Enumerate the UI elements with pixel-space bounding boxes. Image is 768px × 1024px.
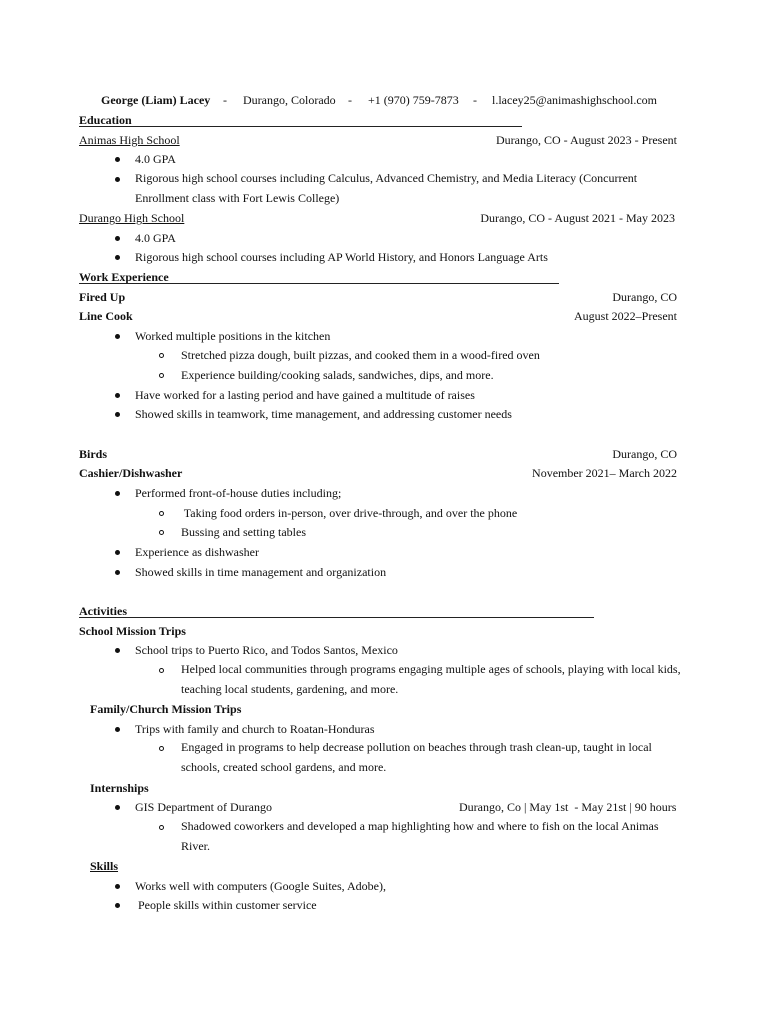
employer-name: Birds bbox=[79, 447, 108, 461]
list-item: Engaged in programs to help decrease pollution on beaches through trash clean-up, taught in local schools, created school gardens, and more. bbox=[181, 740, 652, 774]
list-item: Showed skills in teamwork, time management, and addressing customer needs bbox=[135, 407, 512, 421]
job-role: Cashier/Dishwasher bbox=[79, 466, 183, 480]
list-item: Experience building/cooking salads, sandwiches, dips, and more. bbox=[181, 368, 494, 382]
list-item: Stretched pizza dough, built pizzas, and cooked them in a wood-fired oven bbox=[181, 348, 540, 362]
job-role: Line Cook bbox=[79, 309, 133, 323]
activity-group-title: School Mission Trips bbox=[79, 624, 186, 638]
section-rule bbox=[79, 126, 522, 127]
list-item: Rigorous high school courses including Calculus, Advanced Chemistry, and Media Literacy (Concurrent Enrollment class with Fort Lewis College) bbox=[135, 171, 638, 205]
sub-bullet-icon bbox=[159, 530, 164, 535]
list-item: Rigorous high school courses including AP World History, and Honors Language Arts bbox=[135, 250, 548, 264]
activity-group-title: Internships bbox=[90, 781, 149, 795]
list-item: 4.0 GPA bbox=[135, 152, 176, 166]
bullet-icon bbox=[115, 884, 120, 889]
bullet-icon bbox=[115, 805, 120, 810]
bullet-icon bbox=[115, 570, 120, 575]
list-item: Trips with family and church to Roatan-Honduras bbox=[135, 722, 375, 736]
sub-bullet-icon bbox=[159, 668, 164, 673]
list-item: Bussing and setting tables bbox=[181, 525, 306, 539]
bullet-icon bbox=[115, 550, 120, 555]
job-location: Durango, CO bbox=[612, 447, 677, 461]
job-dates: August 2022–Present bbox=[574, 309, 677, 323]
list-item: School trips to Puerto Rico, and Todos Santos, Mexico bbox=[135, 643, 398, 657]
list-item: Shadowed coworkers and developed a map highlighting how and where to fish on the local Animas River. bbox=[181, 819, 659, 853]
list-item: Performed front-of-house duties including; bbox=[135, 486, 342, 500]
activity-group-title: Family/Church Mission Trips bbox=[90, 702, 242, 716]
applicant-name: George (Liam) Lacey bbox=[101, 93, 211, 107]
section-title-work: Work Experience bbox=[79, 270, 169, 284]
list-item: Experience as dishwasher bbox=[135, 545, 259, 559]
bullet-icon bbox=[115, 727, 120, 732]
sub-bullet-icon bbox=[159, 373, 164, 378]
list-item: GIS Department of Durango bbox=[135, 800, 272, 814]
applicant-location: Durango, Colorado bbox=[243, 93, 336, 107]
school-place-date: Durango, CO - August 2023 - Present bbox=[496, 133, 677, 147]
section-rule bbox=[79, 283, 559, 284]
employer-name: Fired Up bbox=[79, 290, 126, 304]
bullet-icon bbox=[115, 236, 120, 241]
bullet-icon bbox=[115, 157, 120, 162]
bullet-icon bbox=[115, 648, 120, 653]
school-place-date: Durango, CO - August 2021 - May 2023 bbox=[480, 211, 675, 225]
section-title-education: Education bbox=[79, 113, 132, 127]
list-item: Showed skills in time management and organization bbox=[135, 565, 387, 579]
school-name: Durango High School bbox=[79, 211, 185, 225]
sub-bullet-icon bbox=[159, 825, 164, 830]
bullet-icon bbox=[115, 903, 120, 908]
section-title-activities: Activities bbox=[79, 604, 127, 618]
job-location: Durango, CO bbox=[612, 290, 677, 304]
bullet-icon bbox=[115, 334, 120, 339]
bullet-icon bbox=[115, 491, 120, 496]
list-item: Helped local communities through programs engaging multiple ages of schools, playing with local kids, teaching local students, gardening, and more. bbox=[181, 662, 681, 696]
list-item: Works well with computers (Google Suites, Adobe), bbox=[135, 879, 386, 893]
section-rule bbox=[79, 617, 594, 618]
bullet-icon bbox=[115, 255, 120, 260]
bullet-icon bbox=[115, 412, 120, 417]
internship-detail: Durango, Co | May 1st - May 21st | 90 hours bbox=[459, 800, 677, 814]
list-item: Have worked for a lasting period and have gained a multitude of raises bbox=[135, 388, 475, 402]
section-title-skills: Skills bbox=[90, 859, 119, 873]
applicant-email[interactable]: l.lacey25@animashighschool.com bbox=[492, 93, 658, 107]
sub-bullet-icon bbox=[159, 353, 164, 358]
applicant-phone: +1 (970) 759-7873 bbox=[368, 93, 459, 107]
list-item: People skills within customer service bbox=[135, 898, 317, 912]
bullet-icon bbox=[115, 177, 120, 182]
list-item: Worked multiple positions in the kitchen bbox=[135, 329, 331, 343]
bullet-icon bbox=[115, 393, 120, 398]
list-item: 4.0 GPA bbox=[135, 231, 176, 245]
school-name: Animas High School bbox=[79, 133, 180, 147]
job-dates: November 2021– March 2022 bbox=[532, 466, 677, 480]
separator: - bbox=[348, 93, 352, 107]
sub-bullet-icon bbox=[159, 746, 164, 751]
separator: - bbox=[473, 93, 477, 107]
separator: - bbox=[223, 93, 227, 107]
sub-bullet-icon bbox=[159, 511, 164, 516]
list-item: Taking food orders in-person, over drive-through, and over the phone bbox=[181, 506, 518, 520]
